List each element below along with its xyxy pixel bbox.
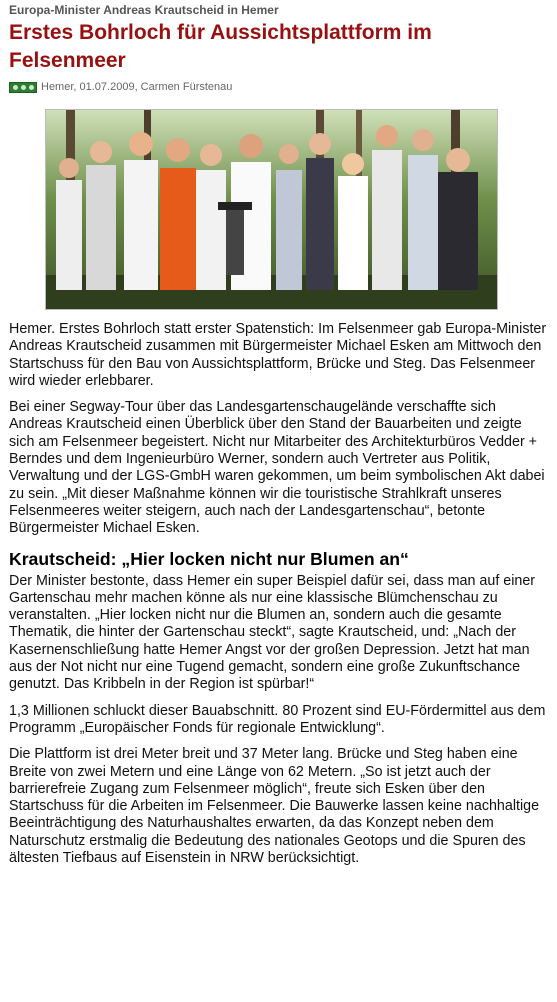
article-headline: Erstes Bohrloch für Aussichtsplattform im Felsenmeer bbox=[9, 21, 432, 72]
article-photo bbox=[45, 109, 498, 310]
byline-text: Hemer, 01.07.2009, Carmen Fürstenau bbox=[41, 81, 233, 93]
paragraph-intro-2: Bei einer Segway-Tour über das Landesgartenschaugelände verschaffte sich Andreas Krautscheid einen Überblick über den Stand der Bauarbeiten und zeigte sich am Felsenmeer begeistert. Nicht nur Mitarbeiter des Architekturbüros Vedder + Berndes und dem Ingenieurbüro Werner, sondern auch Vertreter aus Politik, Verwaltung und der LGS-GmbH waren gekommen, um beim symbolischen Akt dabei zu sein. „Mit dieser Maßnahme können wir die touristische Strahlkraft unseres Felsenmeeres weiter steigern, auch nach der Landesgartenschau“, betonte Bürgermeister Michael Esken. bbox=[9, 399, 545, 537]
photo-forest-group-image bbox=[46, 110, 497, 309]
article-kicker: Europa-Minister Andreas Krautscheid in Hemer bbox=[9, 3, 279, 17]
article-body bbox=[9, 321, 549, 867]
article-byline bbox=[9, 80, 549, 94]
paragraph-main-1: Der Minister bestonte, dass Hemer ein super Beispiel dafür sei, dass man auf einer Gartenschau mehr machen könne als nur eine klassische Blümchenschau zu veranstalten. „Hier locken nicht nur die Blumen an, sondern auch die gesamte Thematik, die hinter der Gartenschau steckt“, sagte Krautscheid, und: „Nach der Kasernenschließung hatte Hemer Angst vor der großen Depression. Jetzt hat man aus der Not nicht nur eine Tugend gemacht, sondern eine große Zukunftschance genutzt. Das Kribbeln in der Region ist spürbar!“ bbox=[9, 572, 536, 693]
source-logo-icon bbox=[9, 82, 37, 93]
paragraph-main-2: 1,3 Millionen schluckt dieser Bauabschnitt. 80 Prozent sind EU-Fördermittel aus dem Programm „Europäischer Fonds für regionale Entwicklung“. bbox=[9, 702, 546, 736]
article bbox=[9, 3, 549, 876]
paragraph-main-3: Die Plattform ist drei Meter breit und 37 Meter lang. Brücke und Steg haben eine Breite von zwei Metern und eine Länge von 62 Metern. „So ist jetzt auch der barrierefreie Zugang zum Felsenmeer möglich“, freute sich Esken über den Startschuss für die Arbeiten im Felsenmeer. Die Bauwerke lassen keine nachhaltige Beeinträchtigung des Naturhaushaltes erwarten, da das Konzept neben dem Naturschutz erstmalig die Bedeutung des nationales Geotops und die Spuren des ältesten Tiefbaus auf Eisenstein in NRW berücksichtigt. bbox=[9, 746, 540, 867]
paragraph-intro-1: Hemer. Erstes Bohrloch statt erster Spatenstich: Im Felsenmeer gab Europa-Minister Andreas Krautscheid zusammen mit Bürgermeister Michael Esken am Mittwoch den Startschuss für den Bau von Aussichtsplattform, Brücke und Steg. Das Felsenmeer wird wieder erlebbarer. bbox=[9, 321, 547, 389]
article-subheading: Krautscheid: „Hier locken nicht nur Blumen an“ bbox=[9, 548, 409, 569]
